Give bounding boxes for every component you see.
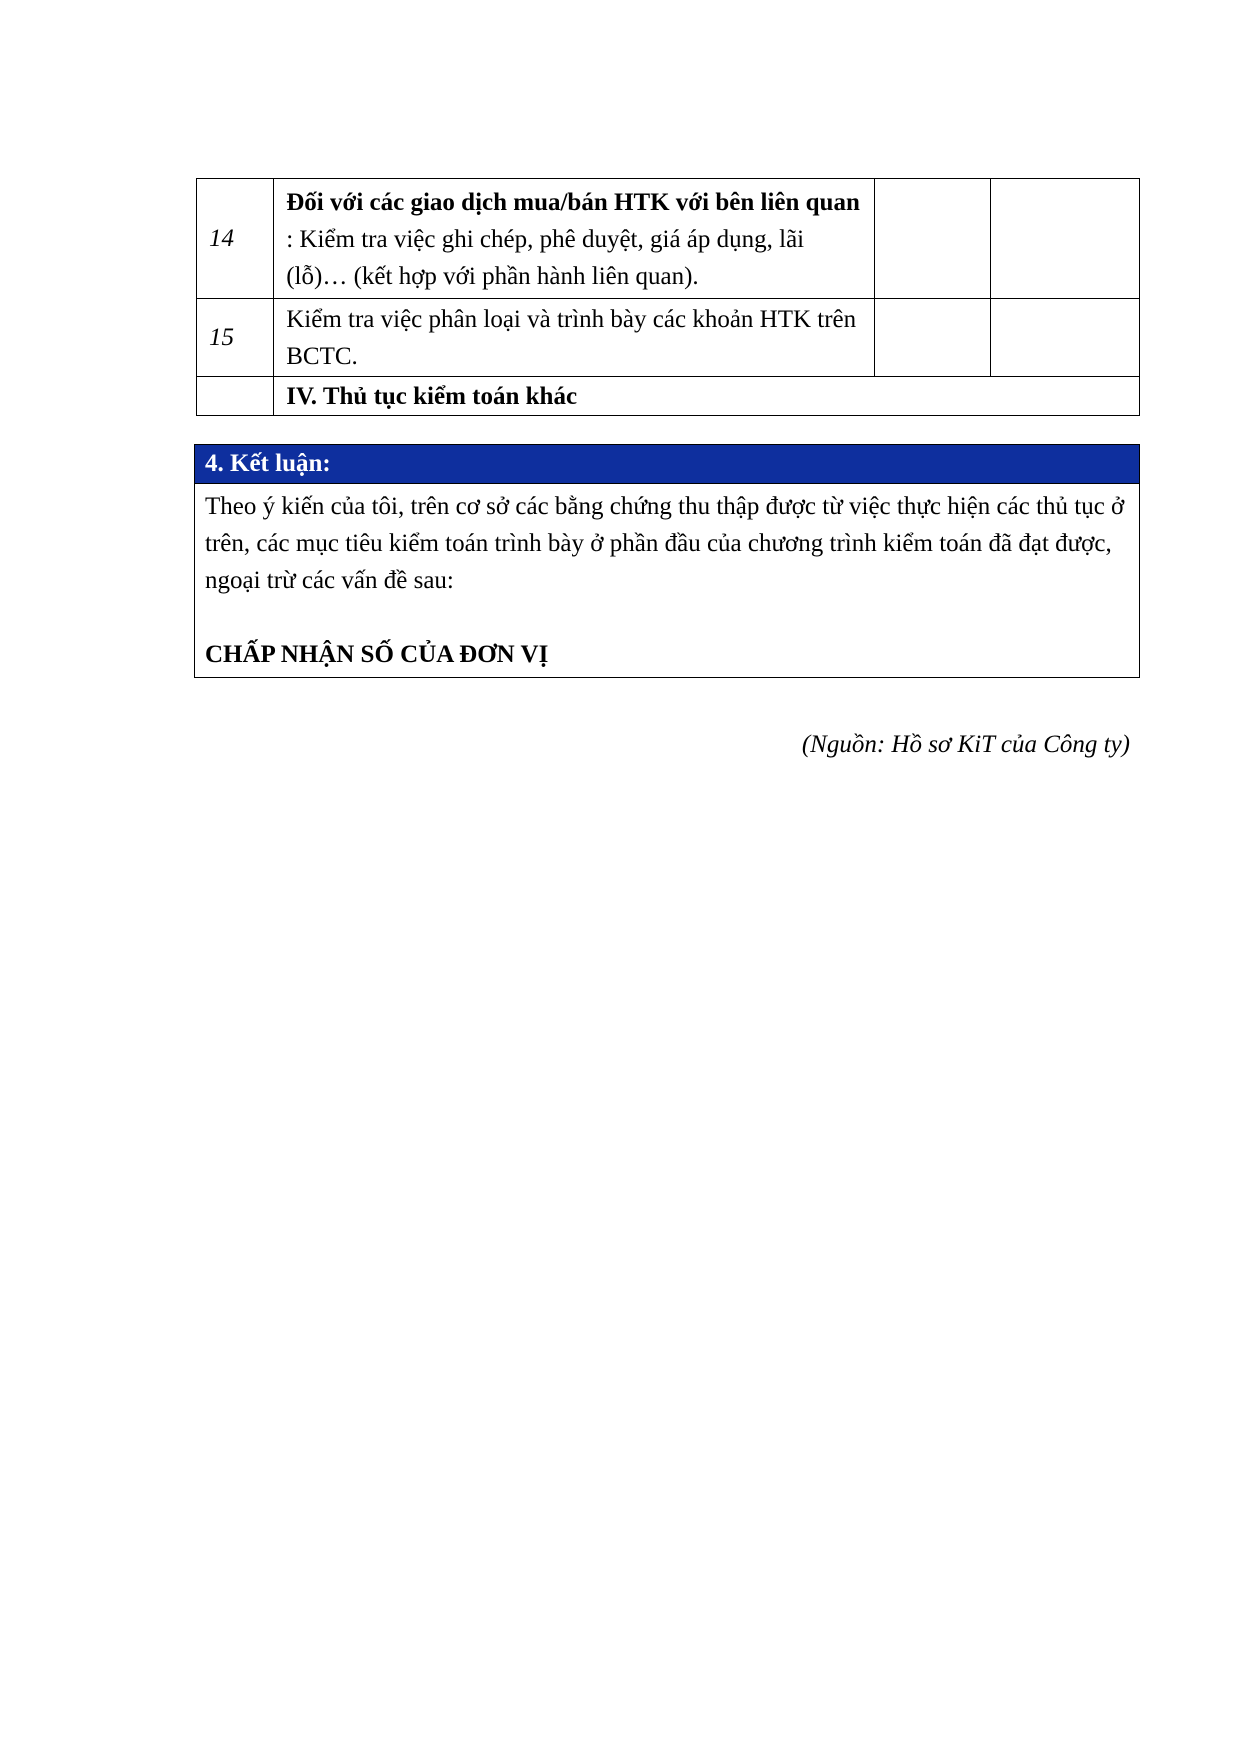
source-note: (Nguồn: Hồ sơ KiT của Công ty) — [801, 731, 1130, 758]
procedure-bold-text: Đối với các giao dịch mua/bán HTK với bên liên quan — [286, 188, 860, 216]
empty-cell — [990, 299, 1140, 377]
conclusion-title: 4. Kết luận: — [195, 445, 1139, 484]
conclusion-text: Theo ý kiến của tôi, trên cơ sở các bằng chứng thu thập được từ việc thực hiện các thủ tục ở trên, các mục tiêu kiểm toán trình bày ở phần đầu của chương trình kiểm toán đã đạt được, ngoại trừ các vấn đề sau: — [205, 493, 1125, 594]
table-row — [197, 179, 1140, 299]
empty-cell — [875, 179, 990, 299]
procedure-text: Kiểm tra việc phân loại và trình bày các khoản HTK trên BCTC. — [286, 306, 857, 370]
conclusion-box — [194, 444, 1140, 678]
procedure-number: 15 — [197, 299, 274, 377]
table-row — [197, 299, 1140, 377]
conclusion-body — [195, 484, 1139, 677]
empty-cell — [875, 299, 990, 377]
empty-cell — [197, 377, 274, 416]
section-heading: IV. Thủ tục kiểm toán khác — [274, 377, 1140, 416]
procedure-text: : Kiểm tra việc ghi chép, phê duyệt, giá áp dụng, lãi (lỗ)… (kết hợp với phần hành liên quan). — [286, 225, 805, 290]
empty-cell — [990, 179, 1140, 299]
table-row — [197, 377, 1140, 416]
procedure-description — [274, 299, 875, 377]
conclusion-final-statement: CHẤP NHẬN SỐ CỦA ĐƠN VỊ — [205, 641, 549, 668]
spacer — [205, 599, 1127, 636]
procedure-description — [274, 179, 875, 299]
procedure-number: 14 — [197, 179, 274, 299]
audit-procedures-table — [196, 178, 1140, 416]
